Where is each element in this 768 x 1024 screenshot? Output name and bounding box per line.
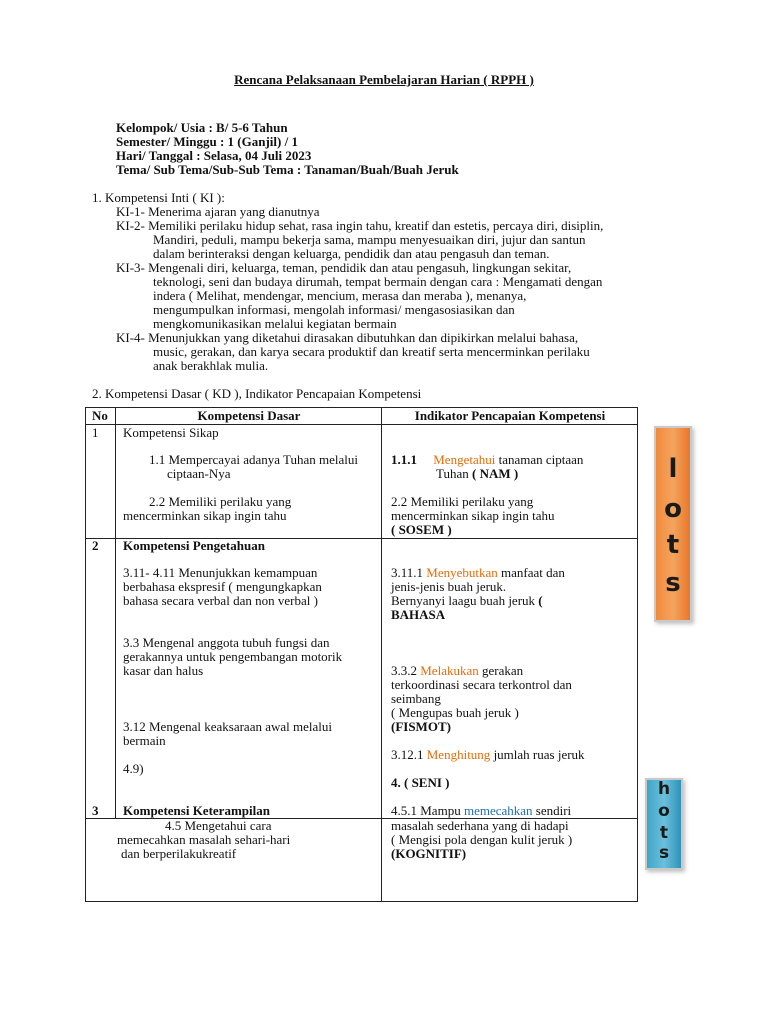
row1-ipk22-line1: 2.2 Memiliki perilaku yang bbox=[391, 494, 534, 509]
ki-3-line-5: mengkomunikasikan melalui kegiatan bermain bbox=[153, 316, 397, 331]
verb-mengetahui: Mengetahui bbox=[433, 452, 496, 467]
verb-menghitung: Menghitung bbox=[426, 747, 491, 762]
ki-2-line-1: KI-2- Memiliki perilaku hidup sehat, rasa ingin tahu, kreatif dan estetis, percaya diri, disiplin, bbox=[116, 218, 604, 233]
row1-kd11-line1: 1.1 Mempercayai adanya Tuhan melalui bbox=[149, 452, 359, 467]
ki-heading: 1. Kompetensi Inti ( KI ): bbox=[92, 190, 225, 205]
row1-kd11-line2: ciptaan-Nya bbox=[167, 466, 231, 481]
lots-letter: t bbox=[666, 530, 680, 560]
row3-kd45-line3: dan berperilakukreatif bbox=[121, 846, 237, 861]
ki-3-line-4: mengumpulkan informasi, mengolah informasi/ mengasosiasikan dan bbox=[153, 302, 515, 317]
header-no: No bbox=[92, 408, 108, 423]
row1-ipk111-line2: Tuhan ( NAM ) bbox=[436, 466, 519, 481]
row2-ipk332-line3: seimbang bbox=[391, 691, 441, 706]
row1-ipk22-line2: mencerminkan sikap ingin tahu bbox=[391, 508, 555, 523]
hots-letter: h bbox=[657, 779, 671, 799]
row3-ipk451-tag: (KOGNITIF) bbox=[391, 846, 467, 861]
hots-letter: t bbox=[659, 823, 669, 843]
row1-ipk111: 1.1.1 Mengetahui tanaman ciptaan bbox=[391, 452, 584, 467]
row2-ipk3111-line1: 3.11.1 Menyebutkan manfaat dan bbox=[391, 565, 565, 580]
ki-2-line-3: dalam berinteraksi dengan keluarga, pendidik dan atau pengasuh dan teman. bbox=[153, 246, 550, 261]
row1-no: 1 bbox=[92, 425, 99, 440]
row3-section: Kompetensi Keterampilan bbox=[123, 803, 270, 818]
verb-menyebutkan: Menyebutkan bbox=[426, 565, 498, 580]
hots-badge bbox=[645, 778, 683, 870]
meta-kelompok: Kelompok/ Usia : B/ 5-6 Tahun bbox=[116, 120, 288, 135]
row2-ipk332-line4: ( Mengupas buah jeruk ) bbox=[391, 705, 519, 720]
row1-kd22-line2: mencerminkan sikap ingin tahu bbox=[123, 508, 287, 523]
row3-ipk451-line1: 4.5.1 Mampu memecahkan sendiri bbox=[391, 803, 572, 818]
lots-letter: s bbox=[665, 568, 681, 598]
row2-kd312-line1: 3.12 Mengenal keaksaraan awal melalui bbox=[123, 719, 332, 734]
row2-ipk3121: 3.12.1 Menghitung jumlah ruas jeruk bbox=[391, 747, 585, 762]
row2-ipk332-tag: (FISMOT) bbox=[391, 719, 451, 734]
row2-kd49: 4.9) bbox=[123, 761, 144, 776]
row3-ipk451-line3: ( Mengisi pola dengan kulit jeruk ) bbox=[391, 832, 573, 847]
verb-memecahkan: memecahkan bbox=[463, 803, 533, 818]
row1-ipk22-tag: ( SOSEM ) bbox=[391, 522, 452, 537]
hots-letter: o bbox=[658, 801, 670, 821]
ki-3-line-2: teknologi, seni dan budaya dirumah, tempat bermain dengan cara : Mengamati dengan bbox=[153, 274, 603, 289]
ki-3-line-3: indera ( Melihat, mendengar, mencium, merasa dan meraba ), menanya, bbox=[153, 288, 527, 303]
meta-hari: Hari/ Tanggal : Selasa, 04 Juli 2023 bbox=[116, 148, 312, 163]
row2-ipk332-line1: 3.3.2 Melakukan gerakan bbox=[391, 663, 524, 678]
row2-ipk3111-line2: jenis-jenis buah jeruk. bbox=[391, 579, 507, 594]
ki-1: KI-1- Menerima ajaran yang dianutnya bbox=[116, 204, 320, 219]
ki-4-line-3: anak berakhlak mulia. bbox=[153, 358, 269, 373]
row2-no: 2 bbox=[92, 538, 99, 553]
ki-2-line-2: Mandiri, peduli, mampu bekerja sama, mampu menyesuaikan diri, jujur dan santun bbox=[153, 232, 586, 247]
row2-kd311-line1: 3.11- 4.11 Menunjukkan kemampuan bbox=[123, 565, 318, 580]
row2-kd311-line2: berbahasa ekspresif ( mengungkapkan bbox=[123, 579, 322, 594]
row2-kd33-line1: 3.3 Mengenal anggota tubuh fungsi dan bbox=[123, 635, 330, 650]
header-ipk: Indikator Pencapaian Kompetensi bbox=[414, 408, 606, 423]
row1-section: Kompetensi Sikap bbox=[123, 425, 219, 440]
row2-section: Kompetensi Pengetahuan bbox=[123, 538, 265, 553]
row2-kd33-line3: kasar dan halus bbox=[123, 663, 204, 678]
row2-ipk3111-line3: Bernyanyi laagu buah jeruk ( bbox=[391, 593, 543, 608]
meta-semester: Semester/ Minggu : 1 (Ganjil) / 1 bbox=[116, 134, 298, 149]
header-kd: Kompetensi Dasar bbox=[197, 408, 301, 423]
lots-letter: o bbox=[664, 494, 682, 524]
row2-kd312-line2: bermain bbox=[123, 733, 166, 748]
row3-kd45-line2: memecahkan masalah sehari-hari bbox=[117, 832, 291, 847]
document-title: Rencana Pelaksanaan Pembelajaran Harian ( RPPH ) bbox=[234, 72, 534, 87]
ki-3-line-1: KI-3- Mengenali diri, keluarga, teman, pendidik dan atau pengasuh, lingkungan sekitar, bbox=[116, 260, 572, 275]
row2-ipk4-tag: 4. ( SENI ) bbox=[391, 775, 450, 790]
row2-ipk332-line2: terkoordinasi secara terkontrol dan bbox=[391, 677, 572, 692]
lots-letter: l bbox=[668, 454, 678, 484]
row3-kd45-line1: 4.5 Mengetahui cara bbox=[165, 818, 272, 833]
hots-letter: s bbox=[658, 843, 670, 863]
row2-kd311-line3: bahasa secara verbal dan non verbal ) bbox=[123, 593, 318, 608]
row1-kd22-line1: 2.2 Memiliki perilaku yang bbox=[149, 494, 292, 509]
row3-no: 3 bbox=[92, 803, 99, 818]
ki-4-line-2: music, gerakan, dan karya secara produktif dan kreatif serta mencerminkan perilaku bbox=[153, 344, 590, 359]
row3-ipk451-line2: masalah sederhana yang di hadapi bbox=[391, 818, 569, 833]
verb-melakukan: Melakukan bbox=[420, 663, 479, 678]
row2-kd33-line2: gerakannya untuk pengembangan motorik bbox=[123, 649, 343, 664]
meta-tema: Tema/ Sub Tema/Sub-Sub Tema : Tanaman/Buah/Buah Jeruk bbox=[116, 162, 459, 177]
kd-heading: 2. Kompetensi Dasar ( KD ), Indikator Pencapaian Kompetensi bbox=[92, 386, 422, 401]
lots-badge bbox=[654, 426, 692, 622]
ki-4-line-1: KI-4- Menunjukkan yang diketahui dirasakan dibutuhkan dan dipikirkan melalui bahasa, bbox=[116, 330, 579, 345]
row2-ipk3111-tag: BAHASA bbox=[391, 607, 446, 622]
